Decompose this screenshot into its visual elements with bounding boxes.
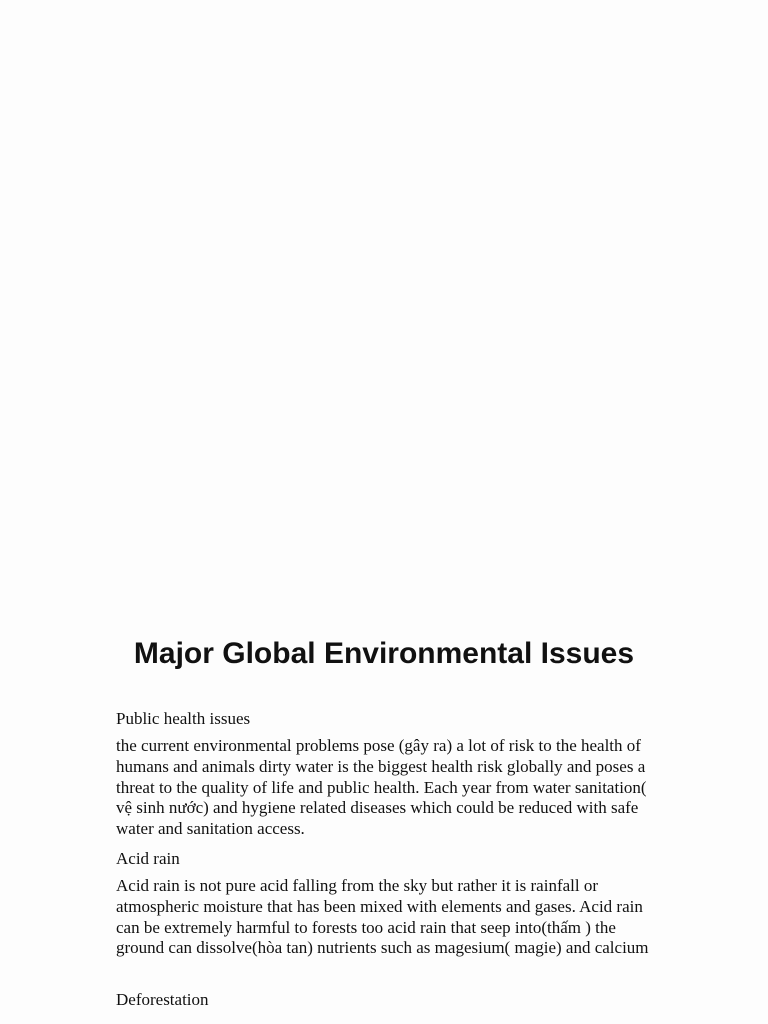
document-content xyxy=(116,708,656,1017)
section-heading-public-health: Public health issues xyxy=(116,709,251,728)
section-heading-acid-rain: Acid rain xyxy=(116,848,180,868)
document-title: Major Global Environmental Issues xyxy=(133,637,635,670)
section-body-public-health: the current environmental problems pose (gây ra) a lot of risk to the health of humans and animals dirty water is the biggest health risk globally and poses a threat to the quality of life and public health. Each year from water sanitation( vệ sinh nước) and hygiene related diseases which could be reduced with safe water and sanitation access. xyxy=(116,736,647,839)
section-body-acid-rain: Acid rain is not pure acid falling from the sky but rather it is rainfall or atmospheric moisture that has been mixed with elements and gases. Acid rain can be extremely harmful to forests too acid rain that seep into(thấm ) the ground can dissolve(hòa tan) nutrients such as magesium( magie) and calcium xyxy=(116,875,649,958)
section-heading-deforestation: Deforestation xyxy=(116,990,209,1010)
